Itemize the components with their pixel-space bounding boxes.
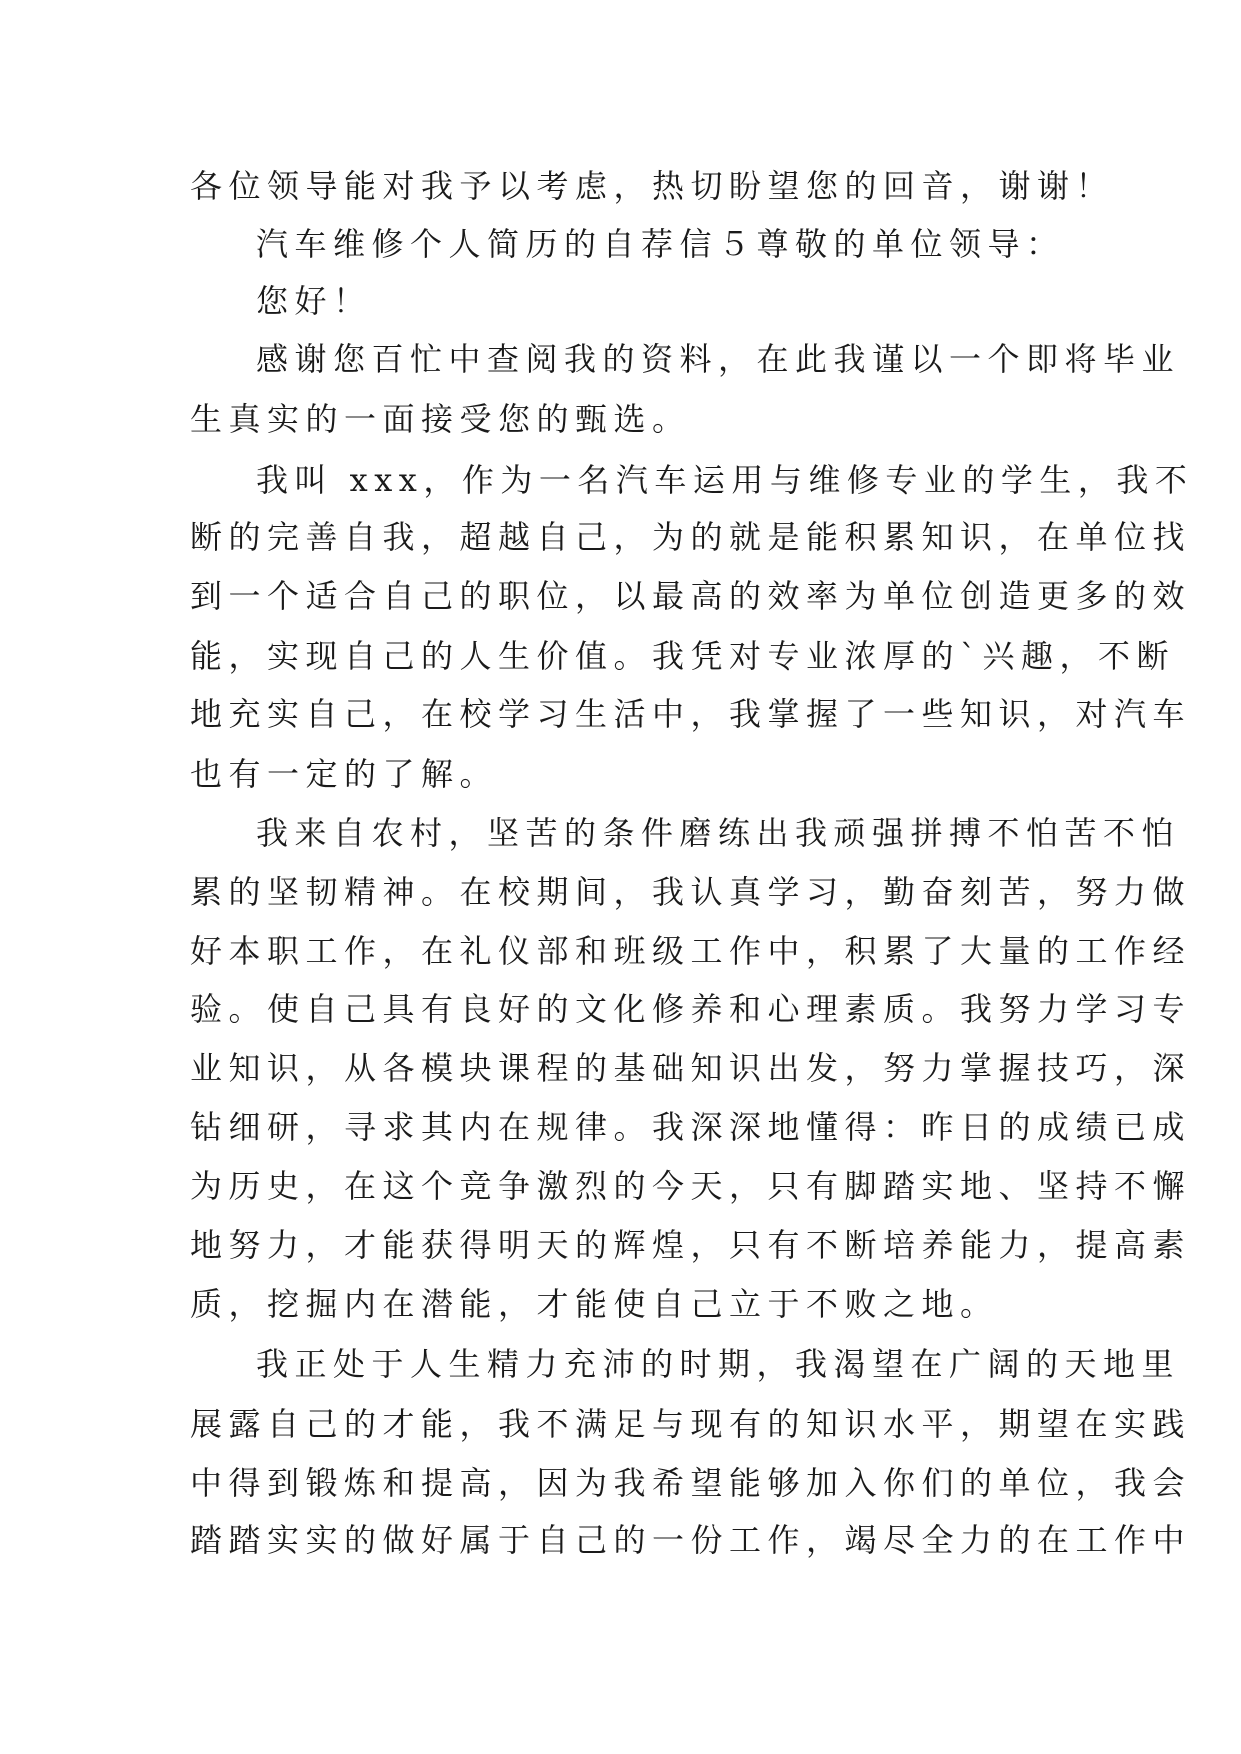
text-line: 业知识，从各模块课程的基础知识出发，努力掌握技巧，深	[190, 1049, 1192, 1087]
text-line: 也有一定的了解。	[190, 755, 499, 793]
text-line: 为历史，在这个竞争激烈的今天，只有脚踏实地、坚持不懈	[190, 1167, 1192, 1205]
text-line: 地努力，才能获得明天的辉煌，只有不断培养能力，提高素	[190, 1226, 1192, 1264]
text-line: 中得到锻炼和提高，因为我希望能够加入你们的单位，我会	[190, 1464, 1192, 1502]
text-line: 生真实的一面接受您的甄选。	[190, 400, 691, 438]
text-line: 验。使自己具有良好的文化修养和心理素质。我努力学习专	[190, 990, 1192, 1028]
text-line: 累的坚韧精神。在校期间，我认真学习，勤奋刻苦，努力做	[190, 873, 1192, 911]
text-line: 地充实自己，在校学习生活中，我掌握了一些知识，对汽车	[190, 695, 1192, 733]
text-line: 好本职工作，在礼仪部和班级工作中，积累了大量的工作经	[190, 932, 1192, 970]
text-line: 展露自己的才能，我不满足与现有的知识水平，期望在实践	[190, 1405, 1192, 1443]
text-line: 质，挖掘内在潜能，才能使自己立于不败之地。	[190, 1285, 999, 1323]
text-line: 您好！	[256, 282, 372, 320]
text-line: 能，实现自己的人生价值。我凭对专业浓厚的`兴趣，不断	[190, 637, 1176, 675]
text-line: 各位领导能对我予以考虑，热切盼望您的回音，谢谢！	[190, 167, 1115, 205]
text-line: 到一个适合自己的职位，以最高的效率为单位创造更多的效	[190, 577, 1192, 615]
text-line: 我正处于人生精力充沛的时期，我渴望在广阔的天地里	[256, 1345, 1181, 1383]
text-line: 钻细研，寻求其内在规律。我深深地懂得：昨日的成绩已成	[190, 1108, 1192, 1146]
text-line: 感谢您百忙中查阅我的资料，在此我谨以一个即将毕业	[256, 340, 1181, 378]
text-line: 我叫 xxx，作为一名汽车运用与维修专业的学生，我不	[256, 461, 1194, 499]
text-line: 我来自农村，坚苦的条件磨练出我顽强拼搏不怕苦不怕	[256, 814, 1181, 852]
text-line: 断的完善自我，超越自己，为的就是能积累知识，在单位找	[190, 518, 1192, 556]
text-line: 踏踏实实的做好属于自己的一份工作，竭尽全力的在工作中	[190, 1521, 1192, 1559]
text-line: 汽车维修个人简历的自荐信５尊敬的单位领导：	[256, 225, 1065, 263]
